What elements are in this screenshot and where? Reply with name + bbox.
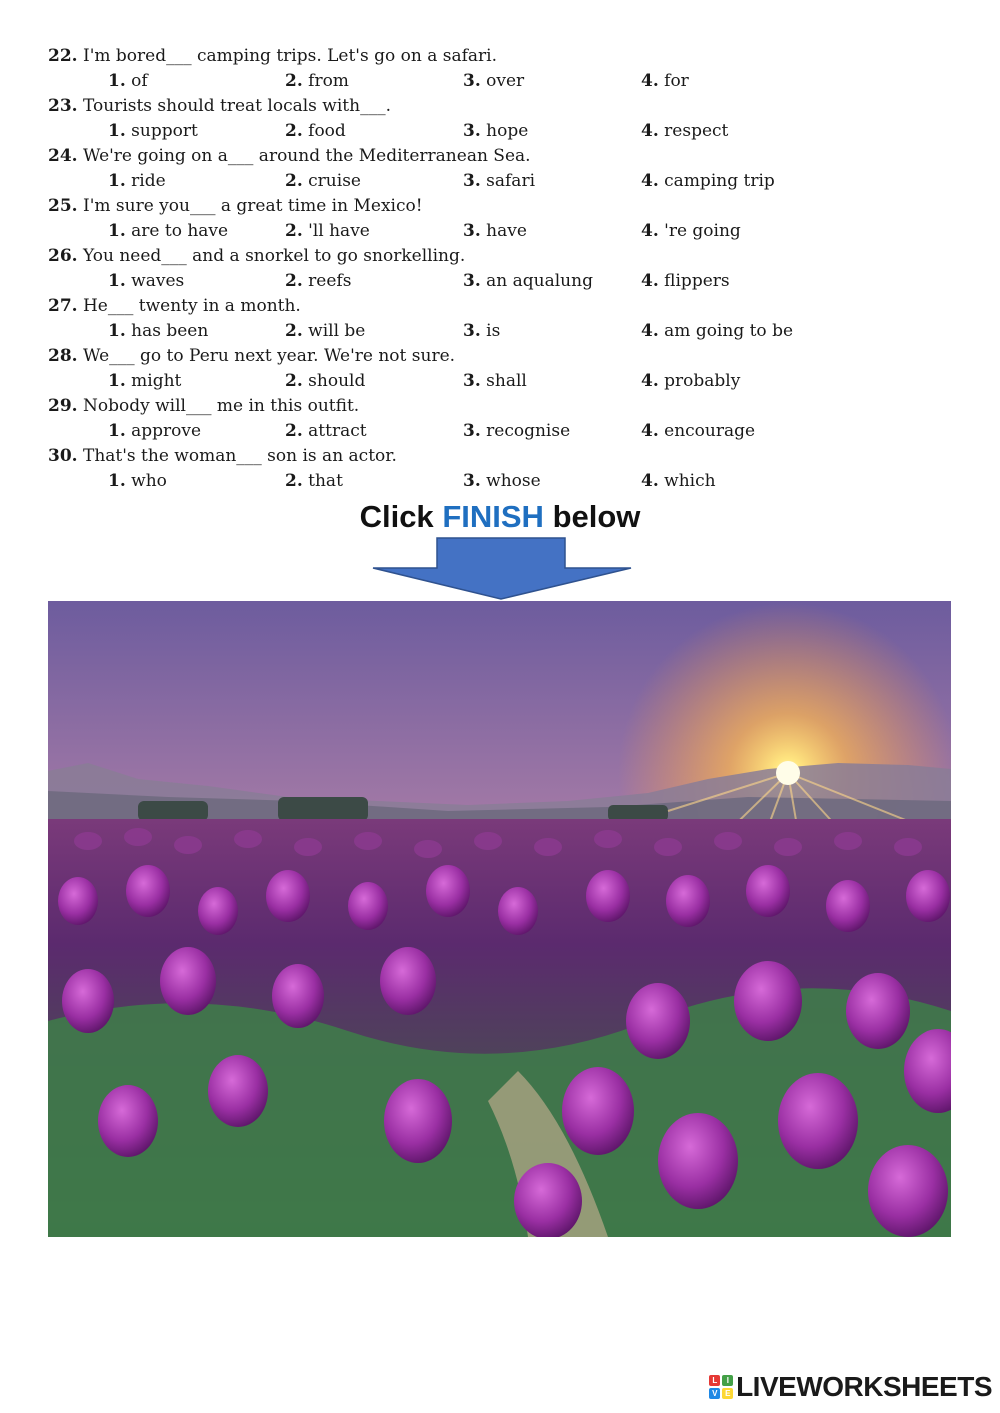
answer-option[interactable] (285, 171, 361, 191)
question-text: Tourists should treat locals with___. (82, 96, 391, 116)
option-number: 3. (463, 371, 481, 391)
answer-option[interactable] (641, 121, 728, 141)
brand-name: LIVEWORKSHEETS (736, 1371, 992, 1402)
instruction-finish-keyword: FINISH (442, 499, 544, 534)
option-number: 4. (641, 121, 659, 141)
mark-letter: L (709, 1375, 720, 1386)
answer-option[interactable] (108, 471, 167, 491)
answer-option[interactable] (463, 321, 500, 341)
option-number: 4. (641, 271, 659, 291)
question-number: 24. (48, 146, 78, 166)
question-stem (48, 446, 397, 466)
question-text: I'm bored___ camping trips. Let's go on a safari. (82, 46, 498, 66)
option-number: 3. (463, 71, 481, 91)
option-text: waves (131, 271, 185, 291)
option-number: 3. (463, 321, 481, 341)
answer-option[interactable] (641, 371, 740, 391)
option-text: have (486, 221, 527, 241)
option-text: approve (131, 421, 202, 441)
option-text: 'll have (308, 221, 370, 241)
option-text: for (664, 71, 689, 91)
option-text: camping trip (664, 171, 775, 191)
answer-option[interactable] (285, 221, 370, 241)
question-number: 27. (48, 296, 78, 316)
question-item (48, 294, 948, 344)
liveworksheets-logo (709, 1371, 992, 1403)
option-number: 3. (463, 471, 481, 491)
option-text: has been (131, 321, 209, 341)
option-number: 3. (463, 171, 481, 191)
option-text: probably (664, 371, 741, 391)
option-text: shall (486, 371, 527, 391)
option-number: 2. (285, 421, 303, 441)
question-text: He___ twenty in a month. (82, 296, 301, 316)
question-stem (48, 146, 531, 166)
tulip-field-photo (48, 601, 951, 1237)
question-number: 23. (48, 96, 78, 116)
question-text: I'm sure you___ a great time in Mexico! (82, 196, 423, 216)
option-text: reefs (308, 271, 352, 291)
option-text: 're going (664, 221, 741, 241)
question-stem (48, 346, 455, 366)
question-text: We're going on a___ around the Mediterranean Sea. (82, 146, 531, 166)
mark-letter: I (722, 1375, 733, 1386)
option-number: 1. (108, 421, 126, 441)
option-text: over (486, 71, 525, 91)
option-number: 4. (641, 71, 659, 91)
option-number: 3. (463, 421, 481, 441)
answer-option[interactable] (108, 221, 228, 241)
question-text: You need___ and a snorkel to go snorkelling. (82, 246, 466, 266)
question-stem (48, 246, 465, 266)
question-number: 28. (48, 346, 78, 366)
option-number: 4. (641, 171, 659, 191)
option-number: 1. (108, 71, 126, 91)
option-number: 1. (108, 471, 126, 491)
answer-option[interactable] (641, 221, 741, 241)
option-text: recognise (486, 421, 571, 441)
option-number: 1. (108, 321, 126, 341)
answer-option[interactable] (463, 271, 593, 291)
instruction-click: Click (359, 499, 434, 534)
option-number: 2. (285, 371, 303, 391)
answer-option[interactable] (108, 421, 201, 441)
answer-option[interactable] (463, 421, 570, 441)
option-number: 2. (285, 221, 303, 241)
question-stem (48, 96, 391, 116)
option-text: that (308, 471, 343, 491)
answer-option[interactable] (108, 271, 184, 291)
option-number: 4. (641, 421, 659, 441)
answer-option[interactable] (285, 371, 365, 391)
option-text: attract (308, 421, 367, 441)
question-number: 22. (48, 46, 78, 66)
question-item (48, 44, 948, 94)
option-number: 2. (285, 471, 303, 491)
option-text: encourage (664, 421, 756, 441)
down-arrow-icon (371, 537, 633, 601)
question-item (48, 394, 948, 444)
answer-option[interactable] (463, 221, 527, 241)
question-stem (48, 196, 423, 216)
option-number: 2. (285, 171, 303, 191)
mark-letter: V (709, 1388, 720, 1399)
option-number: 1. (108, 271, 126, 291)
answer-option[interactable] (285, 321, 365, 341)
question-stem (48, 396, 359, 416)
question-item (48, 94, 948, 144)
question-number: 30. (48, 446, 78, 466)
option-text: from (308, 71, 349, 91)
option-text: cruise (308, 171, 361, 191)
answer-option[interactable] (463, 471, 541, 491)
answer-option[interactable] (108, 321, 208, 341)
question-stem (48, 46, 497, 66)
liveworksheets-mark-icon (709, 1375, 733, 1399)
option-text: ride (131, 171, 166, 191)
answer-option[interactable] (463, 121, 528, 141)
answer-option[interactable] (108, 71, 148, 91)
option-text: which (664, 471, 716, 491)
answer-option[interactable] (285, 471, 343, 491)
option-number: 3. (463, 221, 481, 241)
answer-option[interactable] (285, 71, 349, 91)
option-number: 1. (108, 171, 126, 191)
option-number: 2. (285, 271, 303, 291)
option-number: 3. (463, 121, 481, 141)
answer-option[interactable] (641, 321, 793, 341)
option-text: are to have (131, 221, 229, 241)
question-number: 25. (48, 196, 78, 216)
answer-option[interactable] (108, 371, 181, 391)
option-text: support (131, 121, 198, 141)
answer-option[interactable] (285, 271, 351, 291)
option-text: will be (308, 321, 366, 341)
option-text: am going to be (664, 321, 794, 341)
answer-option[interactable] (463, 71, 524, 91)
answer-option[interactable] (285, 121, 346, 141)
finish-instruction (0, 499, 1000, 535)
answer-option[interactable] (641, 471, 716, 491)
option-number: 2. (285, 321, 303, 341)
option-text: an aqualung (486, 271, 593, 291)
question-item (48, 444, 948, 494)
option-text: hope (486, 121, 529, 141)
option-text: respect (664, 121, 729, 141)
question-text: We___ go to Peru next year. We're not sure. (82, 346, 456, 366)
question-list (48, 44, 948, 494)
option-number: 2. (285, 121, 303, 141)
option-number: 4. (641, 471, 659, 491)
answer-option[interactable] (641, 171, 775, 191)
option-text: who (131, 471, 167, 491)
question-item (48, 344, 948, 394)
answer-option[interactable] (108, 121, 198, 141)
question-number: 29. (48, 396, 78, 416)
option-text: flippers (664, 271, 730, 291)
option-text: should (308, 371, 366, 391)
question-number: 26. (48, 246, 78, 266)
answer-option[interactable] (463, 371, 527, 391)
option-number: 4. (641, 371, 659, 391)
answer-option[interactable] (108, 171, 166, 191)
option-number: 4. (641, 321, 659, 341)
answer-option[interactable] (641, 271, 730, 291)
option-text: whose (486, 471, 541, 491)
option-text: safari (486, 171, 536, 191)
option-number: 1. (108, 221, 126, 241)
option-number: 1. (108, 371, 126, 391)
option-number: 2. (285, 71, 303, 91)
option-text: of (131, 71, 148, 91)
answer-option[interactable] (285, 421, 367, 441)
mark-letter: E (722, 1388, 733, 1399)
option-number: 3. (463, 271, 481, 291)
option-number: 1. (108, 121, 126, 141)
option-text: food (308, 121, 346, 141)
question-text: That's the woman___ son is an actor. (82, 446, 397, 466)
option-number: 4. (641, 221, 659, 241)
question-item (48, 144, 948, 194)
instruction-below: below (552, 499, 641, 534)
question-text: Nobody will___ me in this outfit. (82, 396, 360, 416)
option-text: might (131, 371, 182, 391)
option-text: is (486, 321, 501, 341)
question-item (48, 244, 948, 294)
answer-option[interactable] (641, 71, 689, 91)
answer-option[interactable] (463, 171, 535, 191)
question-item (48, 194, 948, 244)
answer-option[interactable] (641, 421, 755, 441)
question-stem (48, 296, 301, 316)
